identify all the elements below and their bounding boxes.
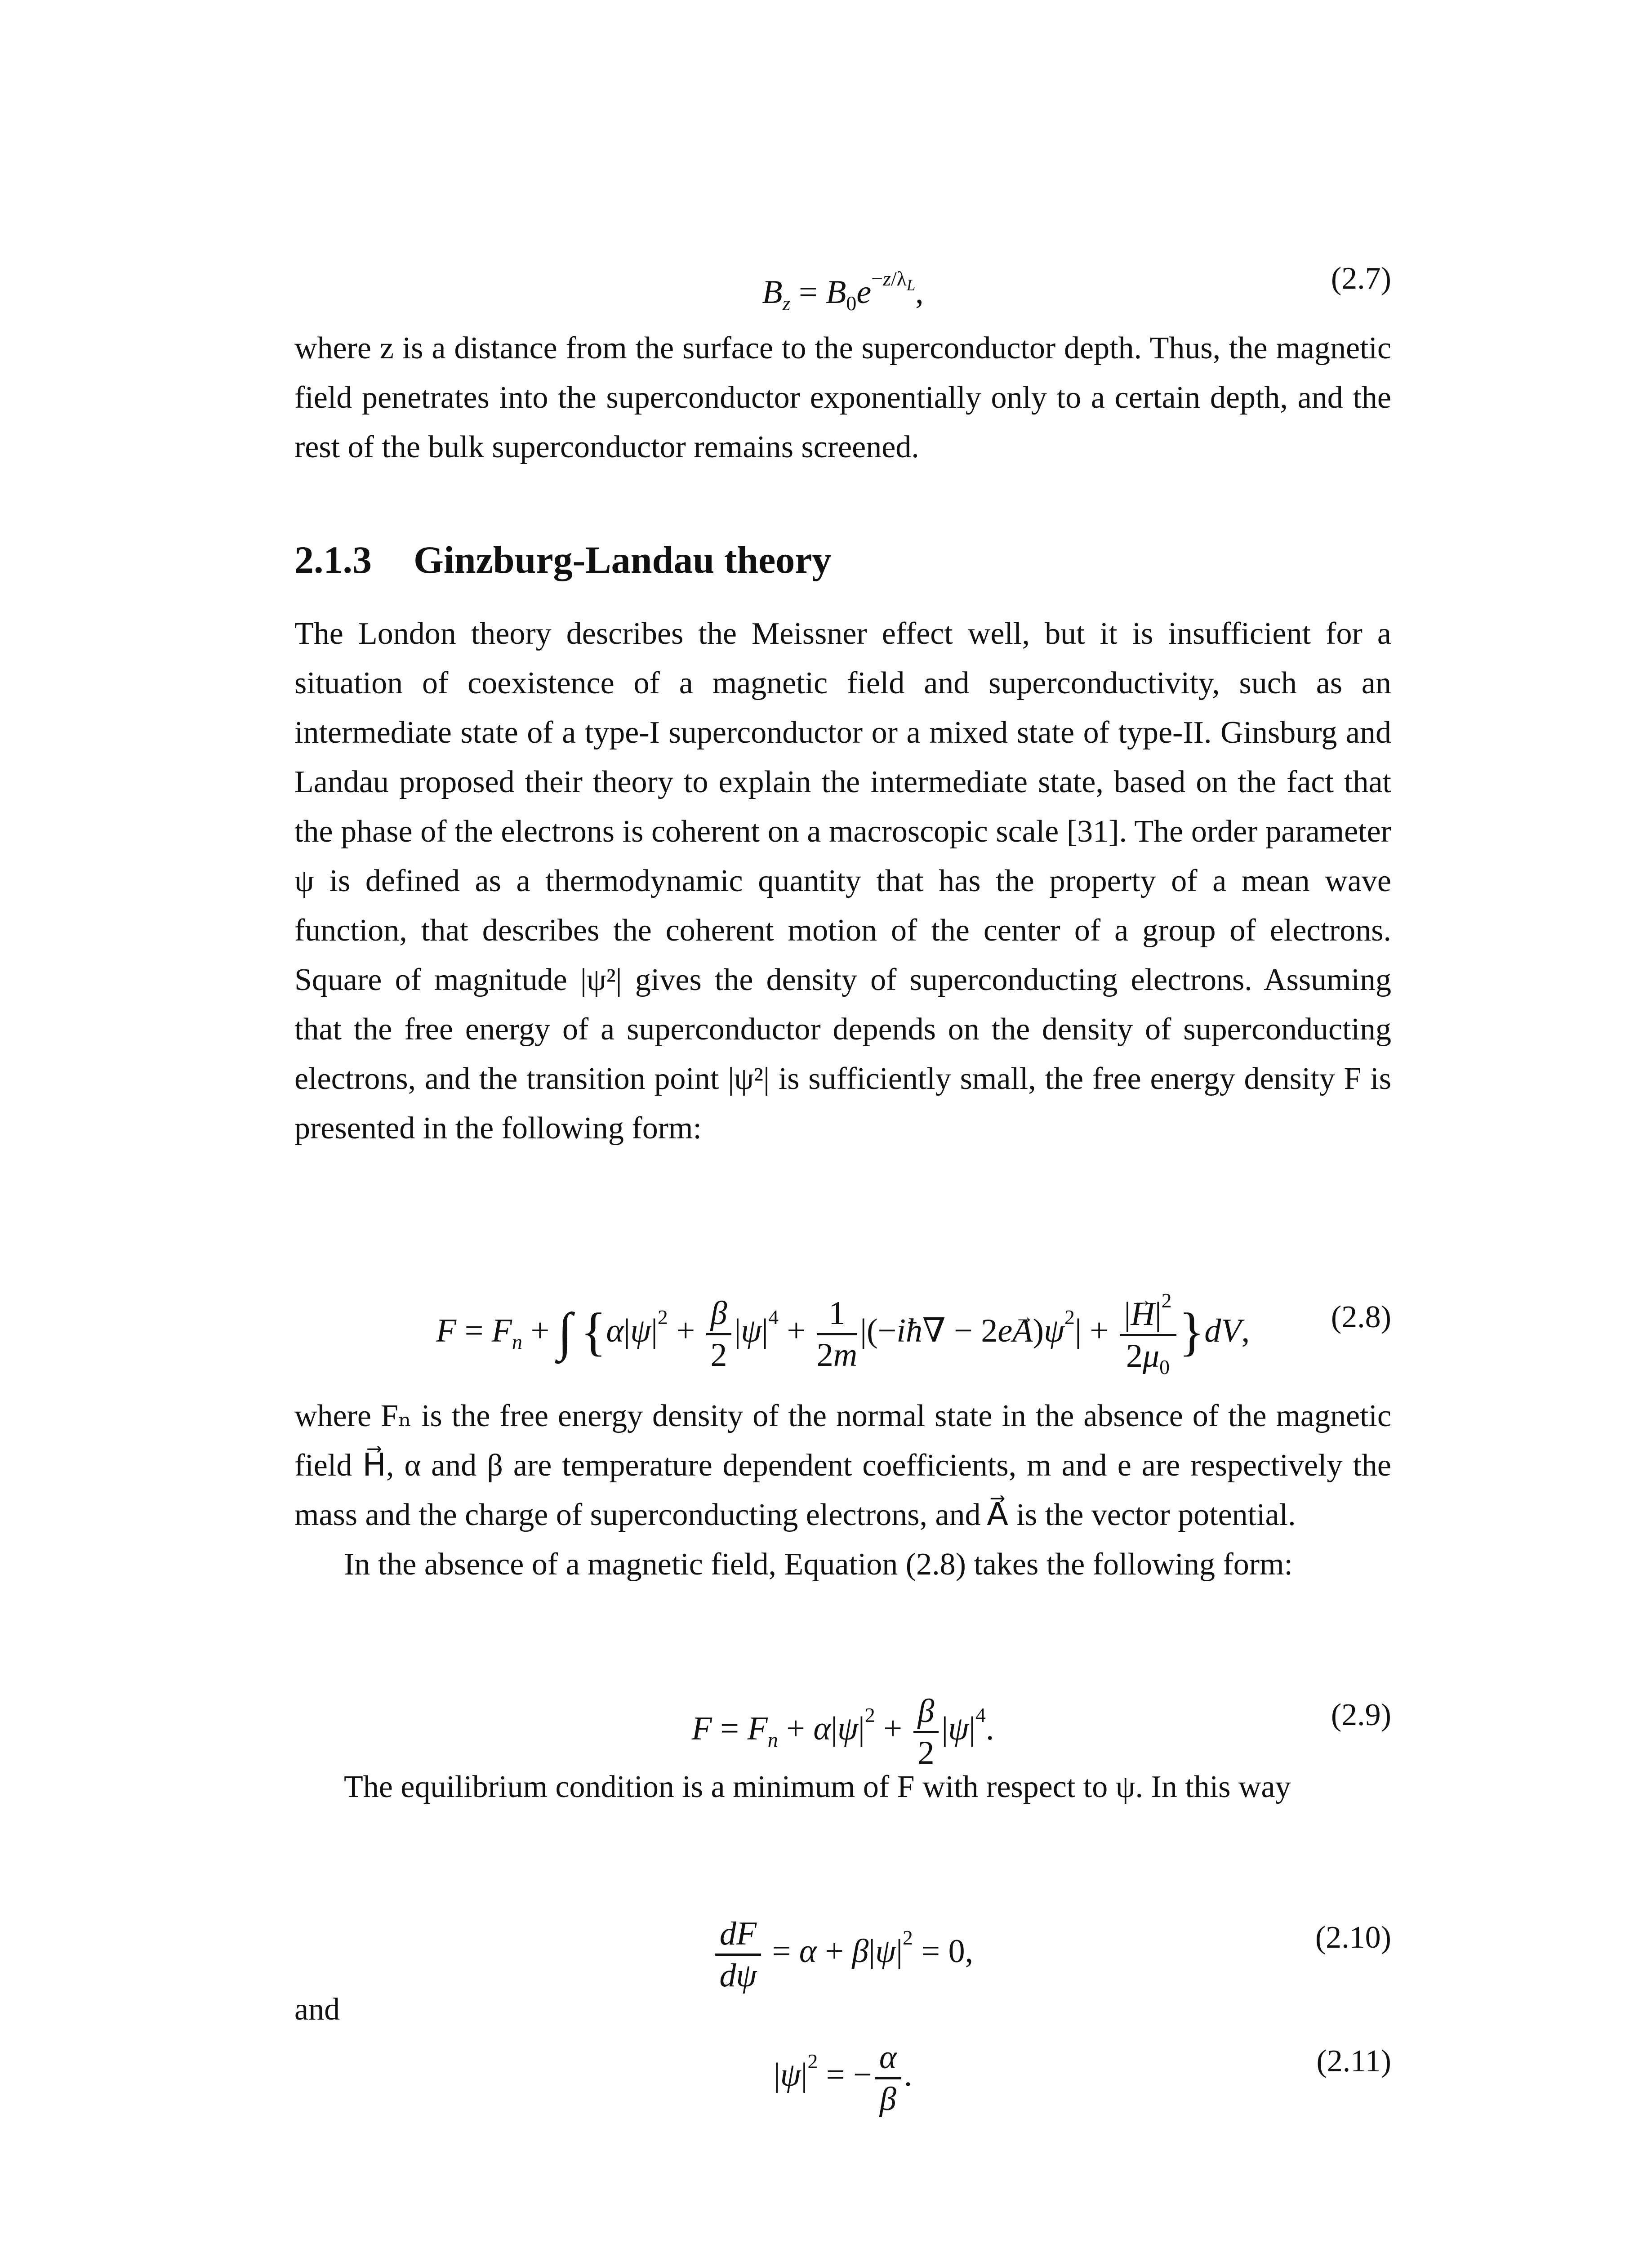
equation-2-11: [294, 2019, 1391, 2118]
equation-2-10: [294, 1895, 1391, 1994]
section-heading: [294, 533, 831, 587]
equation-2-7: [294, 243, 1391, 315]
equation-number: (2.7): [1331, 261, 1391, 296]
equation-body: $F = F_n$ + ∫ {$\alpha|\psi|^2$ + $\frac{\beta}{2}$ $|\psi|^4$ + $\frac{1}{2m}$ |(−iħ∇ − $2e\to A)\psi^2|$ + $\frac{|\to H|^2}{2\mu_0}$ }dV,: [294, 1272, 1391, 1387]
equation-body: $B_z = B_0e^{-z/\lambda_L}$,: [762, 267, 924, 315]
equation-body: $|\psi|^2$ = − $\frac{\alpha}{\beta}$ .: [294, 2019, 1391, 2119]
equation-2-9: [294, 1673, 1391, 1771]
equation-body: $\frac{dF}{d\psi}$ = $\alpha + \beta|\psi|^2 = 0$,: [294, 1895, 1391, 1995]
section-title: Ginzburg-Landau theory: [414, 538, 832, 581]
equation-number: (2.11): [1316, 2044, 1391, 2079]
equation-body: $F = F_n + \alpha|\psi|^2$ + $\frac{\beta}{2}$ $|\psi|^4$.: [294, 1673, 1391, 1783]
paragraph-no-field: In the absence of a magnetic field, Equation (2.8) takes the following form:: [344, 1547, 1293, 1582]
paragraph-penetration: where z is a distance from the surface to the superconductor depth. Thus, the magnetic field penetrates into the superconductor exponentially only to a certain depth, and the rest of the bulk superconductor remains screened.: [294, 331, 1391, 464]
equation-number: (2.8): [1331, 1300, 1391, 1334]
equation-number: (2.10): [1315, 1920, 1391, 1955]
equation-2-8: [294, 1272, 1391, 1379]
section-number: 2.1.3: [294, 538, 372, 581]
equation-number: (2.9): [1331, 1698, 1391, 1732]
paragraph-gl-intro: The London theory describes the Meissner effect well, but it is insufficient for a situation of coexistence of a magnetic field and superconductivity, such as an intermediate state of a type-I superconductor or a mixed state of type-II. Ginsburg and Landau proposed their theory to explain the intermediate state, based on the fact that the phase of the electrons is coherent on a macroscopic scale [31]. The order parameter ψ is defined as a thermodynamic quantity that has the property of a mean wave function, that describes the coherent motion of the center of a group of electrons. Square of magnitude |ψ²| gives the density of superconducting electrons. Assuming that the free energy of a superconductor depends on the density of superconducting electrons, and the transition point |ψ²| is sufficiently small, the free energy density F is presented in the following form:: [294, 616, 1391, 1146]
paragraph-gl-terms: where Fₙ is the free energy density of the normal state in the absence of the magnetic field H⃗, α and β are temperature dependent coefficients, m and e are respectively the mass and the charge of superconducting electrons, and A⃗ is the vector potential.: [294, 1399, 1391, 1532]
paragraph-equilibrium: The equilibrium condition is a minimum of F with respect to ψ. In this way: [344, 1770, 1291, 1804]
paragraph-and: and: [294, 1992, 340, 2027]
